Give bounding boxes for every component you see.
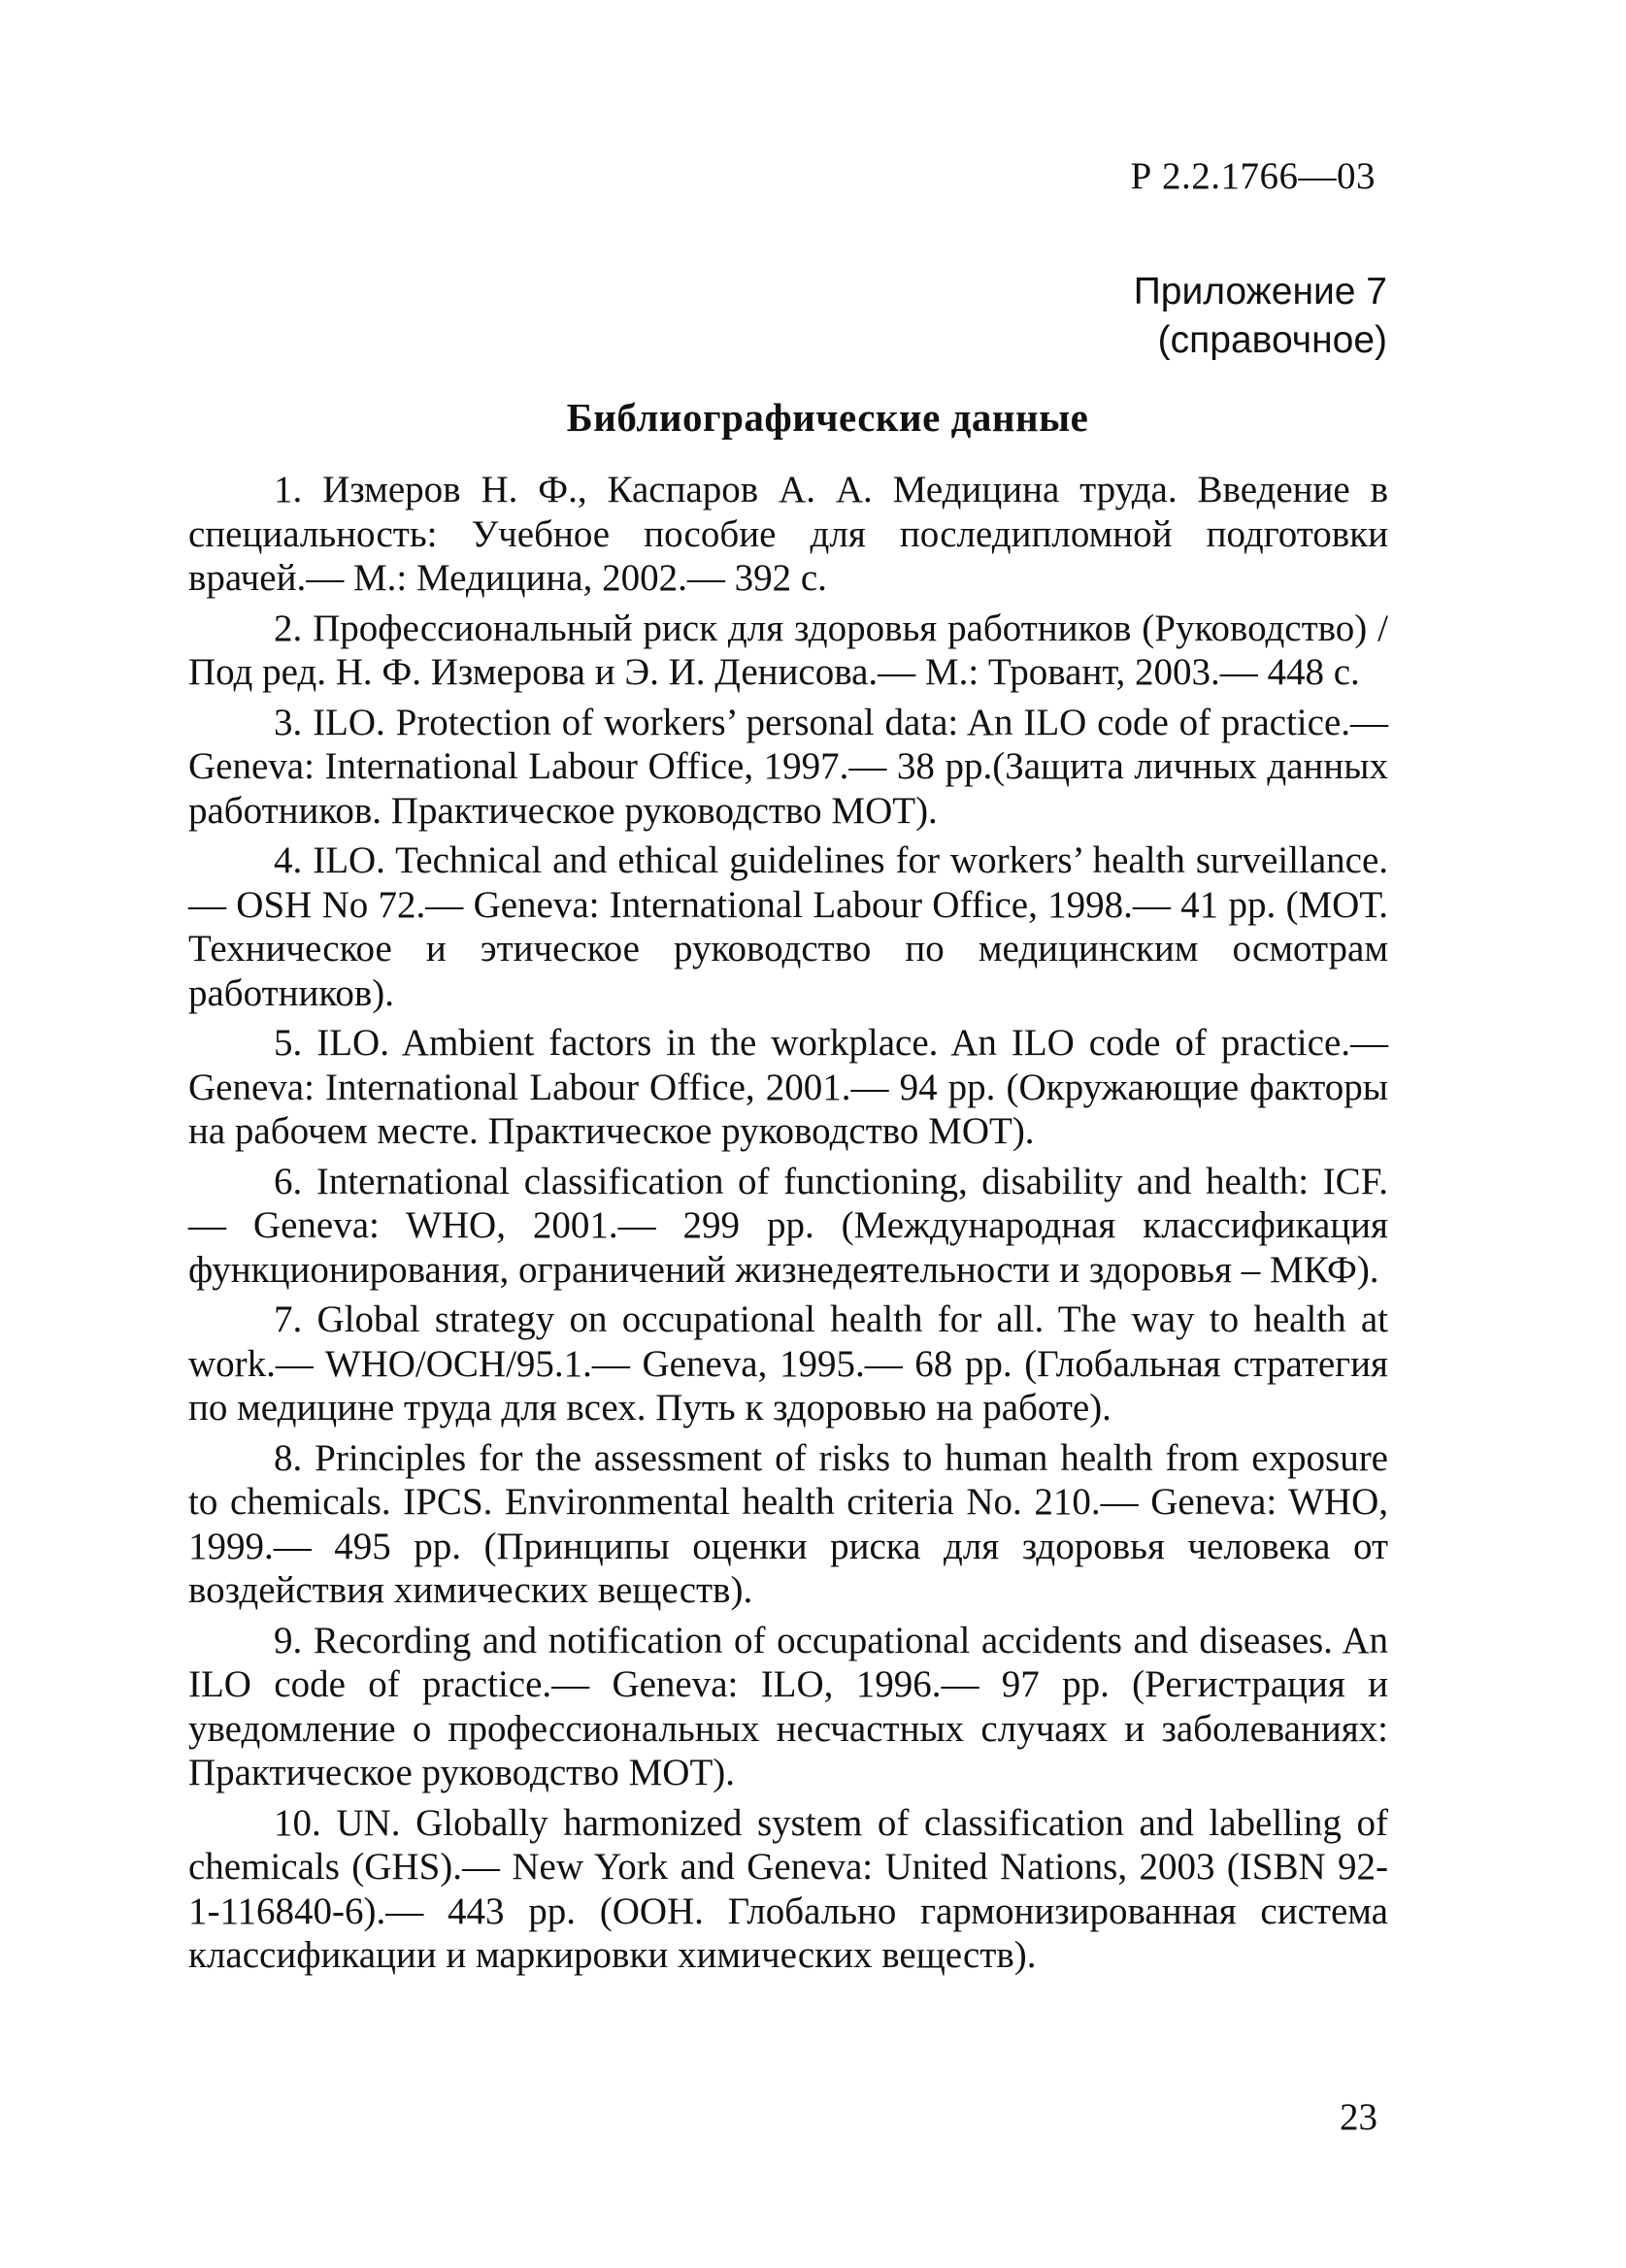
reference-text: UN. Globally harmonized system of classification and labelling of chemicals (GHS).— New York and Geneva: United Nations, 2003 (ISBN 92-1-116840-6).— 443 pp. (ООН. Глобально гармонизированная система классификации и маркировки химических веществ). xyxy=(188,1801,1388,1976)
reference-item xyxy=(188,701,1388,834)
appendix-type: (справочное) xyxy=(1157,319,1387,361)
reference-item xyxy=(188,1619,1388,1795)
reference-text: Recording and notification of occupational accidents and diseases. An ILO code of practice.— Geneva: ILO, 1996.— 97 pp. (Регистрация и уведомление о профессиональных несчастных случаях и заболеваниях: Практическое руководство МОТ). xyxy=(188,1619,1388,1793)
reference-item xyxy=(188,1436,1388,1613)
document-code: Р 2.2.1766—03 xyxy=(1130,155,1376,197)
reference-text: Профессиональный риск для здоровья работников (Руководство) /Под ред. Н. Ф. Измерова и Э. И. Денисова.— М.: Тровант, 2003.— 448 с. xyxy=(188,607,1388,693)
reference-list xyxy=(188,468,1388,1984)
reference-number: 4. xyxy=(274,839,303,881)
reference-item xyxy=(188,1160,1388,1293)
reference-item xyxy=(188,1801,1388,1978)
reference-item xyxy=(188,468,1388,601)
page-number: 23 xyxy=(1340,2096,1377,2138)
reference-number: 2. xyxy=(274,607,303,649)
appendix-label xyxy=(1134,268,1387,365)
reference-text: Измеров Н. Ф., Каспаров А. А. Медицина труда. Введение в специальность: Учебное пособие для последипломной подготовки врачей.— М.: Медицина, 2002.— 392 с. xyxy=(188,469,1388,599)
reference-number: 9. xyxy=(274,1619,303,1661)
reference-text: Global strategy on occupational health for all. The way to health at work.— WHO/OCH/95.1.— Geneva, 1995.— 68 pp. (Глобальная стратегия по медицине труда для всех. Путь к здоровью на работе). xyxy=(188,1298,1388,1429)
reference-number: 5. xyxy=(274,1022,303,1064)
reference-text: International classification of functioning, disability and health: ICF.— Geneva: WHO, 2001.— 299 pp. (Международная классификация функционирования, ограничений жизнедеятельности и здоровья – МКФ). xyxy=(188,1160,1389,1291)
reference-item xyxy=(188,1021,1388,1154)
reference-text: ILO. Technical and ethical guidelines for workers’ health surveillance.— OSH No 72.— Geneva: International Labour Office, 1998.— 41 pp. (МОТ. Техническое и этическое руководство по медицинским осмотрам работников). xyxy=(188,839,1388,1014)
reference-number: 6. xyxy=(274,1160,303,1202)
reference-item xyxy=(188,607,1388,695)
reference-text: ILO. Protection of workers’ personal data: An ILO code of practice.— Geneva: International Labour Office, 1997.— 38 pp.(Защита личных данных работников. Практическое руководство МОТ). xyxy=(188,701,1389,832)
reference-number: 3. xyxy=(274,701,303,743)
reference-item xyxy=(188,1298,1388,1430)
reference-number: 10. xyxy=(274,1801,321,1844)
reference-text: Principles for the assessment of risks to human health from exposure to chemicals. IPCS. Environmental health criteria No. 210.— Geneva: WHO, 1999.— 495 pp. (Принципы оценки риска для здоровья человека от воздействия химических веществ). xyxy=(188,1436,1388,1611)
reference-item xyxy=(188,838,1388,1015)
reference-text: ILO. Ambient factors in the workplace. An ILO code of practice.— Geneva: International Labour Office, 2001.— 94 pp. (Окружающие факторы на рабочем месте. Практическое руководство МОТ). xyxy=(188,1022,1389,1152)
appendix-number: Приложение 7 xyxy=(1133,271,1387,312)
reference-number: 8. xyxy=(274,1436,303,1479)
reference-number: 7. xyxy=(274,1298,303,1340)
section-title: Библиографические данные xyxy=(566,395,1089,440)
reference-number: 1. xyxy=(274,469,303,510)
